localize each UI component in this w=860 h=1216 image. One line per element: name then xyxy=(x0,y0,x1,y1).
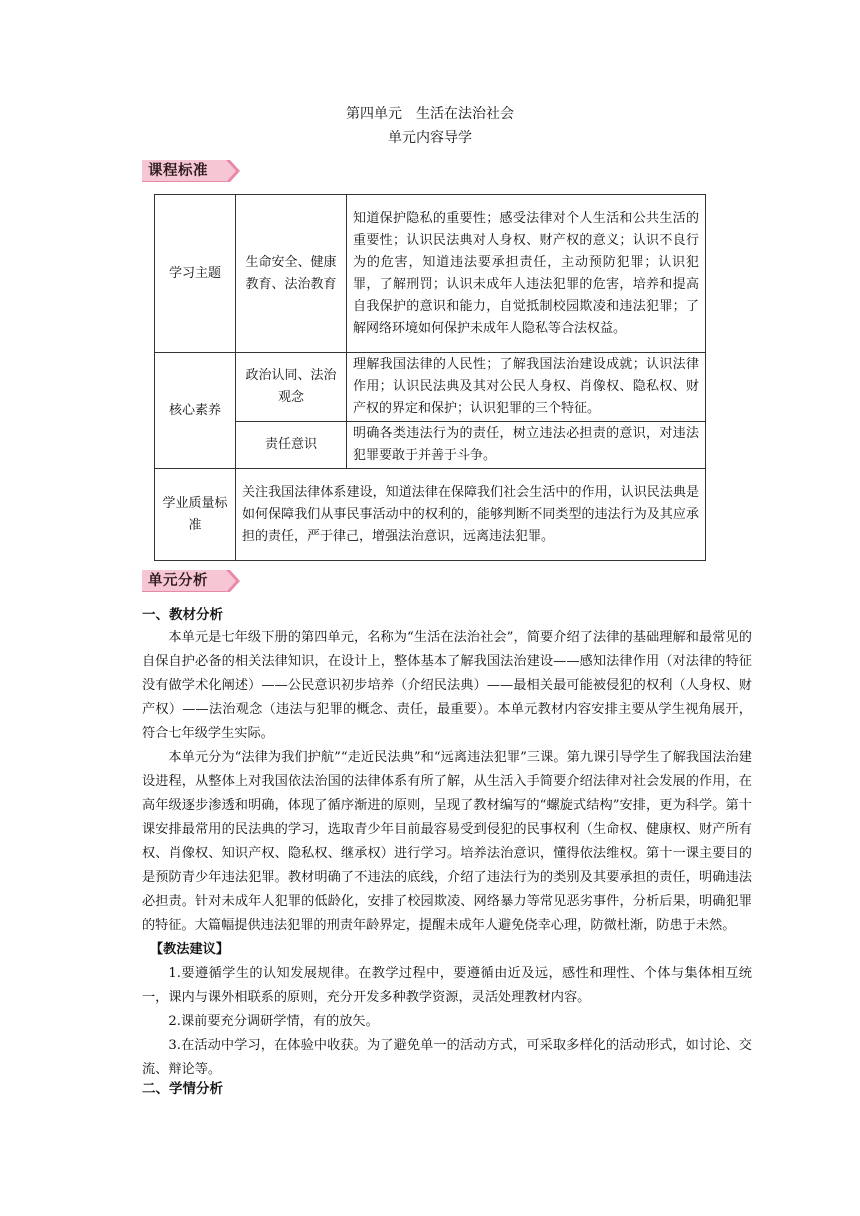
curriculum-standard-table xyxy=(154,194,706,561)
unit-name: 生活在法治社会 xyxy=(416,106,514,122)
row-content: 理解我国法律的人民性；了解我国法治建设成就；认识法律作用；认识民法典及其对公民人身权、肖像权、隐私权、财产权的界定和保护；认识犯罪的三个特征。 xyxy=(347,353,706,422)
suggestion-item: 1.要遵循学生的认知发展规律。在教学过程中，要遵循由近及远，感性和理性、个体与集体相互统一，课内与课外相联系的原则，充分开发多种教学资源，灵活处理教材内容。 xyxy=(142,966,752,1005)
unit-number: 第四单元 xyxy=(346,106,402,122)
heading-textbook-analysis: 一、教材分析 xyxy=(142,607,223,623)
row-content: 关注我国法律体系建设，知道法律在保障我们社会生活中的作用，认识民法典是如何保障我们从事民事活动中的权利的，能够判断不同类型的违法行为及其应承担的责任，严于律己，增强法治意识，远离违法犯罪。 xyxy=(236,469,706,561)
row-sublabel: 责任意识 xyxy=(236,422,347,469)
table-row xyxy=(155,422,706,469)
heading-student-analysis: 二、学情分析 xyxy=(142,1081,223,1097)
row-label: 核心素养 xyxy=(155,353,236,469)
section-tag-curriculum xyxy=(142,160,238,182)
table-row xyxy=(155,195,706,353)
row-content: 知道保护隐私的重要性；感受法律对个人生活和公共生活的重要性；认识民法典对人身权、财产权的意义；认识不良行为的危害，知道违法要承担责任，主动预防犯罪；认识犯罪，了解刑罚；认识未成年人违法犯罪的危害，培养和提高自我保护的意识和能力，自觉抵制校园欺凌和违法犯罪；了解网络环境如何保护未成年人隐私等合法权益。 xyxy=(347,195,706,353)
row-sublabel: 生命安全、健康教育、法治教育 xyxy=(236,195,347,353)
section-tag-label: 单元分析 xyxy=(148,573,208,589)
suggestion-heading: 【教法建议】 xyxy=(149,942,230,957)
paragraph: 本单元分为“法律为我们护航”“走近民法典”和“远离违法犯罪”三课。第九课引导学生了解我国法治建设进程，从整体上对我国依法治国的法律体系有所了解，从生活入手简要介绍法律对社会发展的作用，在高年级逐步渗透和明确，体现了循序渐进的原则，呈现了教材编写的“螺旋式结构”安排，更为科学。第十课安排最常用的民法典的学习，选取青少年目前最容易受到侵犯的民事权利（生命权、健康权、财产所有权、肖像权、知识产权、隐私权、继承权）进行学习。培养法治意识，懂得依法维权。第十一课主要目的是预防青少年违法犯罪。教材明确了不违法的底线，介绍了违法行为的类别及其要承担的责任，明确违法必担责。针对未成年人犯罪的低龄化，安排了校园欺凌、网络暴力等常见恶劣事件，分析后果，明确犯罪的特征。大篇幅提供违法犯罪的刑责年龄界定，提醒未成年人避免侥幸心理，防微杜渐，防患于未然。 xyxy=(142,750,752,933)
unit-title xyxy=(0,104,860,124)
analysis-body xyxy=(142,626,752,1082)
table-row xyxy=(155,353,706,422)
row-content: 明确各类违法行为的责任，树立违法必担责的意识，对违法犯罪要敢于并善于斗争。 xyxy=(347,422,706,469)
table-row xyxy=(155,469,706,561)
row-sublabel: 政治认同、法治观念 xyxy=(236,353,347,422)
row-label: 学业质量标准 xyxy=(155,469,236,561)
paragraph: 本单元是七年级下册的第四单元，名称为“生活在法治社会”，简要介绍了法律的基础理解和最常见的自保自护必备的相关法律知识，在设计上，整体基本了解我国法治建设——感知法律作用（对法律的特征没有做学术化阐述）——公民意识初步培养（介绍民法典）——最相关最可能被侵犯的权利（人身权、财产权）——法治观念（违法与犯罪的概念、责任，最重要）。本单元教材内容安排主要从学生视角展开，符合七年级学生实际。 xyxy=(142,630,752,741)
section-tag-analysis xyxy=(142,570,238,592)
row-label: 学习主题 xyxy=(155,195,236,353)
page-subtitle: 单元内容导学 xyxy=(388,130,472,146)
section-tag-label: 课程标准 xyxy=(148,163,208,179)
suggestion-item: 2.课前要充分调研学情，有的放矢。 xyxy=(168,1014,379,1029)
suggestion-item: 3.在活动中学习，在体验中收获。为了避免单一的活动方式，可采取多样化的活动形式，如讨论、交流、辩论等。 xyxy=(142,1038,752,1077)
